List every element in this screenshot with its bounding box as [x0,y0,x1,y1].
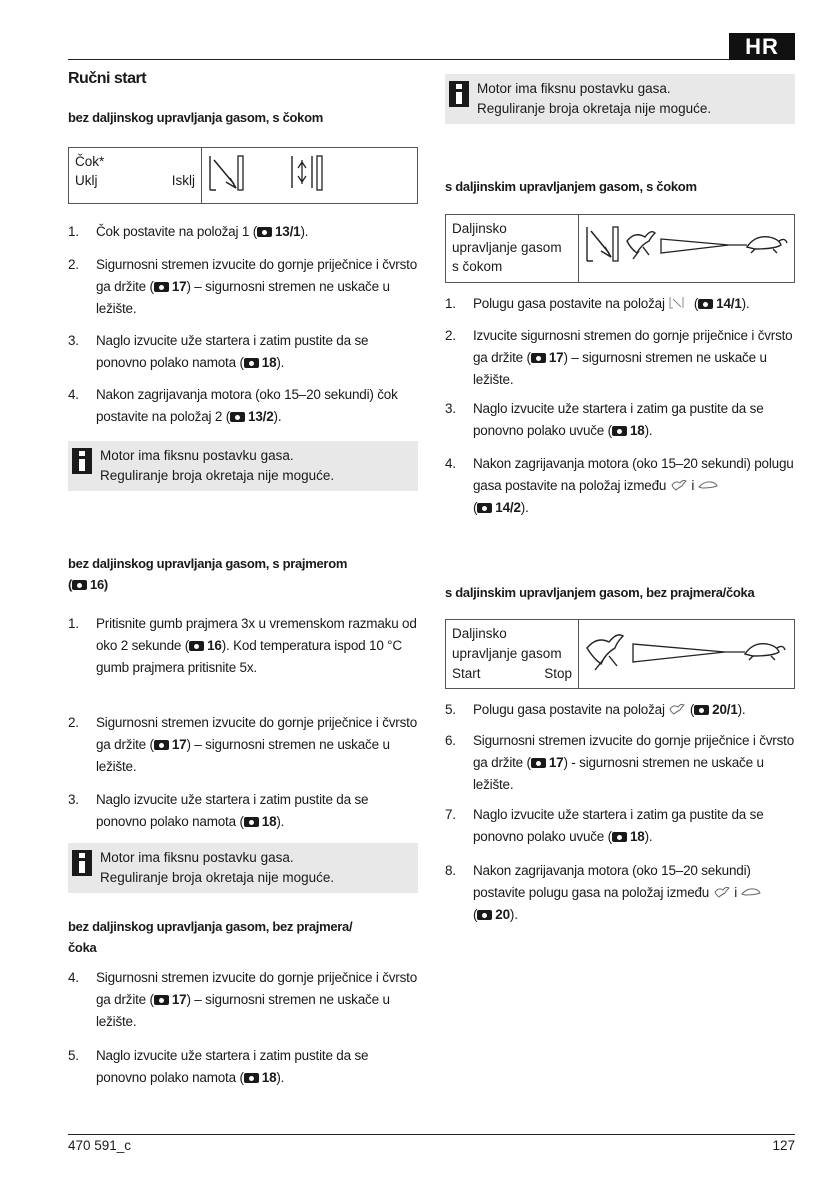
list-item: 3. Naglo izvucite uže startera i zatim ga pustite da se ponovno polako uvuče ( 18). [445,401,764,438]
section-heading-no-primer: bez daljinskog upravljanja gasom, bez prajmera/ čoka [68,919,353,955]
figure-ref-icon [612,832,627,842]
list-item: 2. Sigurnosni stremen izvucite do gornje prijеčnice i čvrsto ga držite ( 17) – sigurnosni stremen ne uskače u ležište. [68,257,417,316]
turtle-icon [741,886,761,898]
figure-ref-icon [154,282,169,292]
list-item: 1. Pritisnite gumb prajmera 3x u vremenskom razmaku od oko 2 sekunde ( 16). Kod temperatura ispod 10 °C gumb prajmera pritisnite 5x. [68,616,417,675]
info-note: Motor ima fiksnu postavku gasa. Reguliranje broja okretaja nije moguće. [68,843,418,893]
figure-ref-icon [244,1073,259,1083]
list-item: 4. Sigurnosni stremen izvucite do gornje prijеčnice i čvrsto ga držite ( 17) – sigurnosni stremen ne uskače u ležište. [68,970,417,1029]
remote-table [445,619,795,689]
figure-ref-icon [531,353,546,363]
info-icon [449,81,469,107]
list-item: 7. Naglo izvucite uže startera i zatim ga pustite da se ponovno polako uvuče ( 18). [445,807,764,844]
stop-label: Stop [544,666,572,681]
section-heading-remote-no-primer: s daljinskim upravljanjem gasom, bez prajmera/čoka [445,585,755,600]
list-item: 4. Nakon zagrijavanja motora (oko 15–20 sekundi) čok postavite na položaj 2 ( 13/2). [68,387,398,424]
rabbit-icon [670,479,688,491]
list-item: 3. Naglo izvucite uže startera i zatim pustite da se ponovno polako namota ( 18). [68,792,369,829]
figure-ref-icon [154,740,169,750]
list-item: 5. Naglo izvucite uže startera i zatim pustite da se ponovno polako namota ( 18). [68,1048,369,1085]
list-item: 8. Nakon zagrijavanja motora (oko 15–20 sekundi) postavite polugu gasa na položaj između i ( 20). [445,860,795,926]
remote-choke-table-label: Daljinsko upravljanje gasom s čokom [446,215,579,282]
list-item: 6. Sigurnosni stremen izvucite do gornje prijеčnice i čvrsto ga držite ( 17) - sigurnosni stremen ne uskače u ležište. [445,733,794,792]
throttle-scale-icon [579,215,793,282]
throttle-scale-icon [579,620,793,688]
figure-ref-icon [698,299,713,309]
list-item: 1. Čok postavite na položaj 1 ( 13/1). [68,224,309,239]
header-rule [68,59,729,60]
rabbit-icon [668,703,686,715]
choke-icons [202,148,417,203]
throttle-icons [579,215,794,282]
info-note: Motor ima fiksnu postavku gasa. Reguliranje broja okretaja nije moguće. [68,441,418,491]
list-item: 2. Izvucite sigurnosni stremen do gornje prijеčnice i čvrsto ga držite ( 17) – sigurnosni stremen ne uskače u ležište. [445,328,793,387]
figure-ref-icon [612,426,627,436]
choke-on-label: Uklj [75,173,98,188]
figure-ref-icon [230,412,245,422]
figure-ref-icon [694,705,709,715]
page-number: 127 [772,1138,795,1153]
choke-position-icon [668,296,690,310]
figure-ref-icon [189,641,204,651]
start-label: Start [452,666,481,681]
remote-table-label: Daljinsko upravljanje gasom Start Stop [446,620,579,688]
section-heading-remote-choke: s daljinskim upravljanjem gasom, s čokom [445,179,697,194]
turtle-icon [745,644,785,660]
figure-ref-icon [154,995,169,1005]
rabbit-icon [627,232,655,259]
list-item: 2. Sigurnosni stremen izvucite do gornje prijеčnice i čvrsto ga držite ( 17) – sigurnosni stremen ne uskače u ležište. [68,715,417,774]
document-number: 470 591_c [68,1138,132,1153]
choke-table-label: Čok* Uklj Isklj [69,148,202,203]
section-heading-primer: bez daljinskog upravljanja gasom, s prajmerom ( 16) [68,556,348,592]
list-item: 5. Polugu gasa postavite na položaj ( 20/1). [445,702,746,717]
figure-ref-icon [72,580,87,590]
section-heading-choke: bez daljinskog upravljanja gasom, s čokom [68,110,324,125]
rabbit-icon [713,886,731,898]
throttle-icons [579,620,794,688]
figure-ref-icon [244,358,259,368]
figure-ref-icon [244,817,259,827]
footer-rule [68,1134,795,1135]
choke-table [68,147,418,204]
info-icon [72,448,92,474]
rabbit-icon [587,635,623,670]
list-item: 4. Nakon zagrijavanja motora (oko 15–20 sekundi) polugu gasa postavite na položaj između i ( 14/2). [445,456,794,515]
figure-ref-icon [257,227,272,237]
language-badge: HR [729,33,795,60]
turtle-icon [747,237,787,253]
remote-choke-table [445,214,795,283]
choke-off-label: Isklj [171,173,195,188]
figure-ref-icon [531,758,546,768]
figure-ref-icon [477,910,492,920]
list-item: 3. Naglo izvucite uže startera i zatim pustite da se ponovno polako namota ( 18). [68,333,369,370]
figure-ref-icon [477,503,492,513]
choke-lever-icon [202,148,416,203]
info-note: Motor ima fiksnu postavku gasa. Reguliranje broja okretaja nije moguće. [445,74,795,124]
page-title: Ručni start [68,70,147,87]
turtle-icon [698,479,718,491]
list-item: 1. Polugu gasa postavite na položaj ( 14/1). [445,296,750,311]
info-icon [72,850,92,876]
